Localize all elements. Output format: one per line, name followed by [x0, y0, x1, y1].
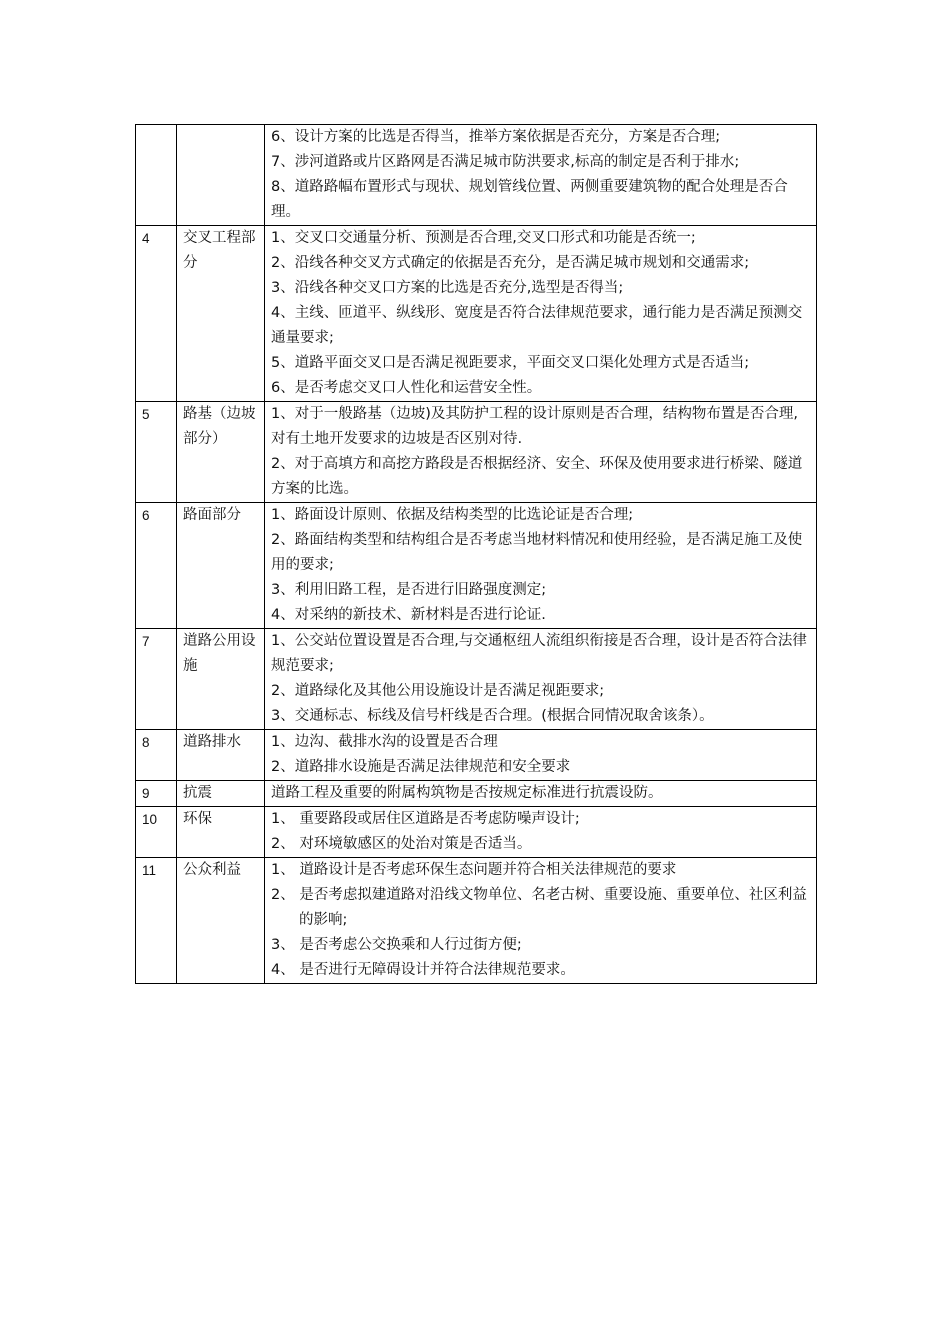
review-item: 3、沿线各种交叉口方案的比选是否充分,选型是否得当;	[271, 280, 624, 296]
row-number	[136, 125, 177, 226]
table-row	[136, 629, 817, 730]
review-item: 2、道路排水设施是否满足法律规范和安全要求	[271, 759, 571, 775]
row-number: 4	[136, 226, 177, 402]
row-number: 8	[136, 730, 177, 781]
row-category: 交叉工程部分	[177, 226, 265, 402]
review-table	[135, 124, 817, 984]
review-item: 3、利用旧路工程，是否进行旧路强度测定;	[271, 582, 547, 598]
review-table-body	[136, 125, 817, 984]
review-item: 5、道路平面交叉口是否满足视距要求，平面交叉口渠化处理方式是否适当;	[271, 355, 750, 371]
review-item: 3、交通标志、标线及信号杆线是否合理。(根据合同情况取舍该条）。	[271, 708, 714, 724]
row-review-items	[265, 730, 817, 781]
review-item: 2、路面结构类型和结构组合是否考虑当地材料情况和使用经验，是否满足施工及使用的要求;	[271, 532, 803, 573]
review-item: 1、边沟、截排水沟的设置是否合理	[271, 734, 498, 750]
table-row	[136, 807, 817, 858]
row-review-items	[265, 807, 817, 858]
table-row	[136, 858, 817, 984]
row-review-items	[265, 125, 817, 226]
review-item: 1、对于一般路基（边坡)及其防护工程的设计原则是否合理，结构物布置是否合理,对有土地开发要求的边坡是否区别对待.	[271, 406, 798, 447]
row-number: 11	[136, 858, 177, 984]
review-item: 6、是否考虑交叉口人性化和运营安全性。	[271, 380, 542, 396]
review-item: 4、 是否进行无障碍设计并符合法律规范要求。	[271, 962, 575, 978]
row-review-items	[265, 402, 817, 503]
row-review-items	[265, 629, 817, 730]
table-row	[136, 781, 817, 807]
review-item: 2、 是否考虑拟建道路对沿线文物单位、名老古树、重要设施、重要单位、社区利益的影响;	[271, 887, 807, 928]
table-row	[136, 125, 817, 226]
row-number: 6	[136, 503, 177, 629]
row-category: 公众利益	[177, 858, 265, 984]
row-review-items	[265, 858, 817, 984]
row-review-items	[265, 226, 817, 402]
review-item: 6、设计方案的比选是否得当，推举方案依据是否充分，方案是否合理;	[271, 129, 721, 145]
review-item: 1、 道路设计是否考虑环保生态问题并符合相关法律规范的要求	[271, 862, 677, 878]
review-item: 1、 重要路段或居住区道路是否考虑防噪声设计;	[271, 811, 580, 827]
table-row	[136, 226, 817, 402]
row-review-items	[265, 503, 817, 629]
review-item: 7、涉河道路或片区路网是否满足城市防洪要求,标高的制定是否利于排水;	[271, 154, 740, 170]
review-item: 1、交叉口交通量分析、预测是否合理,交叉口形式和功能是否统一;	[271, 230, 696, 246]
row-number: 7	[136, 629, 177, 730]
row-category: 路基（边坡部分）	[177, 402, 265, 503]
row-category: 环保	[177, 807, 265, 858]
review-item: 4、主线、匝道平、纵线形、宽度是否符合法律规范要求，通行能力是否满足预测交通量要求;	[271, 305, 803, 346]
review-item: 8、道路路幅布置形式与现状、规划管线位置、两侧重要建筑物的配合处理是否合理。	[271, 179, 788, 220]
row-review-items	[265, 781, 817, 807]
row-category: 抗震	[177, 781, 265, 807]
review-item: 1、路面设计原则、依据及结构类型的比选论证是否合理;	[271, 507, 634, 523]
review-item: 道路工程及重要的附属构筑物是否按规定标准进行抗震设防。	[271, 785, 663, 801]
table-row	[136, 402, 817, 503]
row-category: 道路公用设施	[177, 629, 265, 730]
review-item: 2、道路绿化及其他公用设施设计是否满足视距要求;	[271, 683, 605, 699]
row-category: 路面部分	[177, 503, 265, 629]
row-number: 9	[136, 781, 177, 807]
review-item: 2、 对环境敏感区的处治对策是否适当。	[271, 836, 532, 852]
review-item: 3、 是否考虑公交换乘和人行过街方便;	[271, 937, 522, 953]
review-item: 2、沿线各种交叉方式确定的依据是否充分，是否满足城市规划和交通需求;	[271, 255, 750, 271]
row-category: 道路排水	[177, 730, 265, 781]
review-item: 1、公交站位置设置是否合理,与交通枢纽人流组织衔接是否合理，设计是否符合法律规范要求;	[271, 633, 807, 674]
row-number: 10	[136, 807, 177, 858]
table-row	[136, 730, 817, 781]
table-row	[136, 503, 817, 629]
row-number: 5	[136, 402, 177, 503]
row-category	[177, 125, 265, 226]
review-item: 4、对采纳的新技术、新材料是否进行论证.	[271, 607, 546, 623]
review-item: 2、对于高填方和高挖方路段是否根据经济、安全、环保及使用要求进行桥梁、隧道方案的比选。	[271, 456, 803, 497]
